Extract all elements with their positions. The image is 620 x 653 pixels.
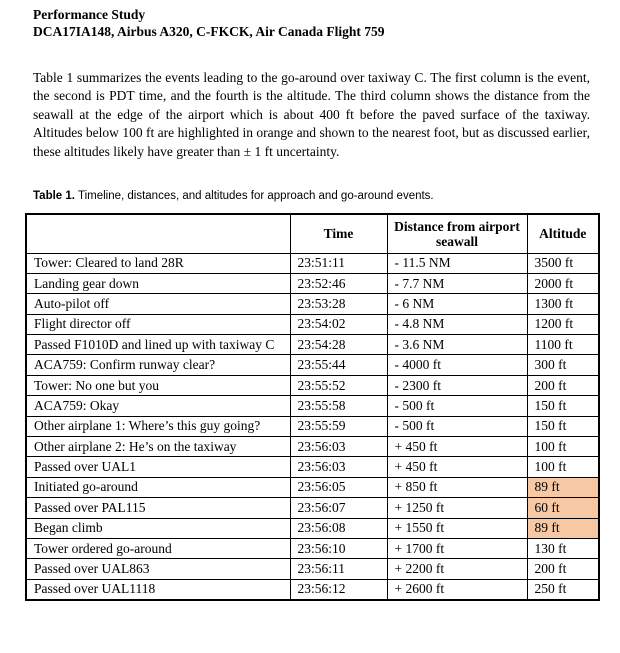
event-cell: Passed over UAL1118: [26, 579, 290, 599]
table-row: [26, 355, 599, 375]
event-cell: Tower: No one but you: [26, 375, 290, 395]
event-cell: Passed F1010D and lined up with taxiway C: [26, 335, 290, 355]
distance-cell: - 2300 ft: [387, 375, 527, 395]
table-caption: [33, 190, 593, 202]
altitude-cell: 3500 ft: [527, 253, 599, 273]
time-cell: 23:56:03: [290, 457, 387, 477]
event-cell: Flight director off: [26, 314, 290, 334]
header-time: Time: [290, 214, 387, 253]
table-row: [26, 375, 599, 395]
distance-cell: - 4.8 NM: [387, 314, 527, 334]
time-cell: 23:53:28: [290, 294, 387, 314]
event-cell: Initiated go-around: [26, 477, 290, 497]
event-cell: Passed over PAL115: [26, 498, 290, 518]
table-row: [26, 335, 599, 355]
title-line-1: Performance Study: [33, 7, 146, 22]
table-caption-label: Table 1.: [33, 190, 75, 202]
time-cell: 23:51:11: [290, 253, 387, 273]
altitude-cell: 2000 ft: [527, 273, 599, 293]
event-cell: Other airplane 2: He’s on the taxiway: [26, 437, 290, 457]
distance-cell: + 2200 ft: [387, 559, 527, 579]
time-cell: 23:56:03: [290, 437, 387, 457]
time-cell: 23:56:12: [290, 579, 387, 599]
time-cell: 23:52:46: [290, 273, 387, 293]
event-cell: Tower ordered go-around: [26, 538, 290, 558]
table-body: [26, 253, 599, 600]
event-cell: ACA759: Confirm runway clear?: [26, 355, 290, 375]
time-cell: 23:56:10: [290, 538, 387, 558]
event-cell: Began climb: [26, 518, 290, 538]
table-row: [26, 518, 599, 538]
altitude-cell: 150 ft: [527, 396, 599, 416]
table-row: [26, 253, 599, 273]
distance-cell: + 850 ft: [387, 477, 527, 497]
distance-cell: + 1250 ft: [387, 498, 527, 518]
table-caption-text: Timeline, distances, and altitudes for approach and go-around events.: [77, 190, 434, 202]
time-cell: 23:54:28: [290, 335, 387, 355]
altitude-cell: 250 ft: [527, 579, 599, 599]
distance-cell: + 2600 ft: [387, 579, 527, 599]
events-table: [25, 213, 600, 601]
table-row: [26, 437, 599, 457]
altitude-cell: 200 ft: [527, 559, 599, 579]
event-cell: Auto-pilot off: [26, 294, 290, 314]
altitude-cell: 89 ft: [527, 518, 599, 538]
intro-paragraph: Table 1 summarizes the events leading to the go-around over taxiway C. The first column is the event, the second is PDT time, and the fourth is the altitude. The third column shows the distance from the seawall at the edge of the airport which is about 400 ft before the paved surface of the taxiway. Altitudes below 100 ft are highlighted in orange and shown to the nearest foot, but as discussed earlier, these altitudes likely have greater than ± 1 ft uncertainty.: [33, 70, 590, 159]
altitude-cell: 100 ft: [527, 457, 599, 477]
time-cell: 23:54:02: [290, 314, 387, 334]
title-line-2: DCA17IA148, Airbus A320, C-FKCK, Air Canada Flight 759: [33, 24, 385, 39]
table-row: [26, 579, 599, 599]
distance-cell: + 1550 ft: [387, 518, 527, 538]
time-cell: 23:55:59: [290, 416, 387, 436]
header-distance: Distance from airport seawall: [387, 214, 527, 253]
distance-cell: - 4000 ft: [387, 355, 527, 375]
table-row: [26, 538, 599, 558]
altitude-cell: 300 ft: [527, 355, 599, 375]
table-row: [26, 457, 599, 477]
table-row: [26, 396, 599, 416]
event-cell: Passed over UAL1: [26, 457, 290, 477]
time-cell: 23:55:58: [290, 396, 387, 416]
distance-cell: + 450 ft: [387, 437, 527, 457]
altitude-cell: 1300 ft: [527, 294, 599, 314]
distance-cell: - 6 NM: [387, 294, 527, 314]
table-row: [26, 416, 599, 436]
distance-cell: - 11.5 NM: [387, 253, 527, 273]
altitude-cell: 100 ft: [527, 437, 599, 457]
table-row: [26, 498, 599, 518]
altitude-cell: 1200 ft: [527, 314, 599, 334]
altitude-cell: 130 ft: [527, 538, 599, 558]
altitude-cell: 150 ft: [527, 416, 599, 436]
table-row: [26, 559, 599, 579]
distance-cell: - 500 ft: [387, 396, 527, 416]
table-row: [26, 273, 599, 293]
event-cell: Other airplane 1: Where’s this guy going?: [26, 416, 290, 436]
distance-cell: - 7.7 NM: [387, 273, 527, 293]
header-event: [26, 214, 290, 253]
time-cell: 23:56:11: [290, 559, 387, 579]
distance-cell: + 450 ft: [387, 457, 527, 477]
altitude-cell: 200 ft: [527, 375, 599, 395]
distance-cell: + 1700 ft: [387, 538, 527, 558]
table-row: [26, 294, 599, 314]
document-title: [33, 6, 593, 40]
table-row: [26, 477, 599, 497]
event-cell: Passed over UAL863: [26, 559, 290, 579]
event-cell: ACA759: Okay: [26, 396, 290, 416]
event-cell: Tower: Cleared to land 28R: [26, 253, 290, 273]
table-row: [26, 314, 599, 334]
time-cell: 23:56:08: [290, 518, 387, 538]
time-cell: 23:55:52: [290, 375, 387, 395]
header-altitude: Altitude: [527, 214, 599, 253]
table-header-row: [26, 214, 599, 253]
distance-cell: - 3.6 NM: [387, 335, 527, 355]
time-cell: 23:55:44: [290, 355, 387, 375]
time-cell: 23:56:05: [290, 477, 387, 497]
distance-cell: - 500 ft: [387, 416, 527, 436]
altitude-cell: 89 ft: [527, 477, 599, 497]
time-cell: 23:56:07: [290, 498, 387, 518]
altitude-cell: 1100 ft: [527, 335, 599, 355]
altitude-cell: 60 ft: [527, 498, 599, 518]
event-cell: Landing gear down: [26, 273, 290, 293]
